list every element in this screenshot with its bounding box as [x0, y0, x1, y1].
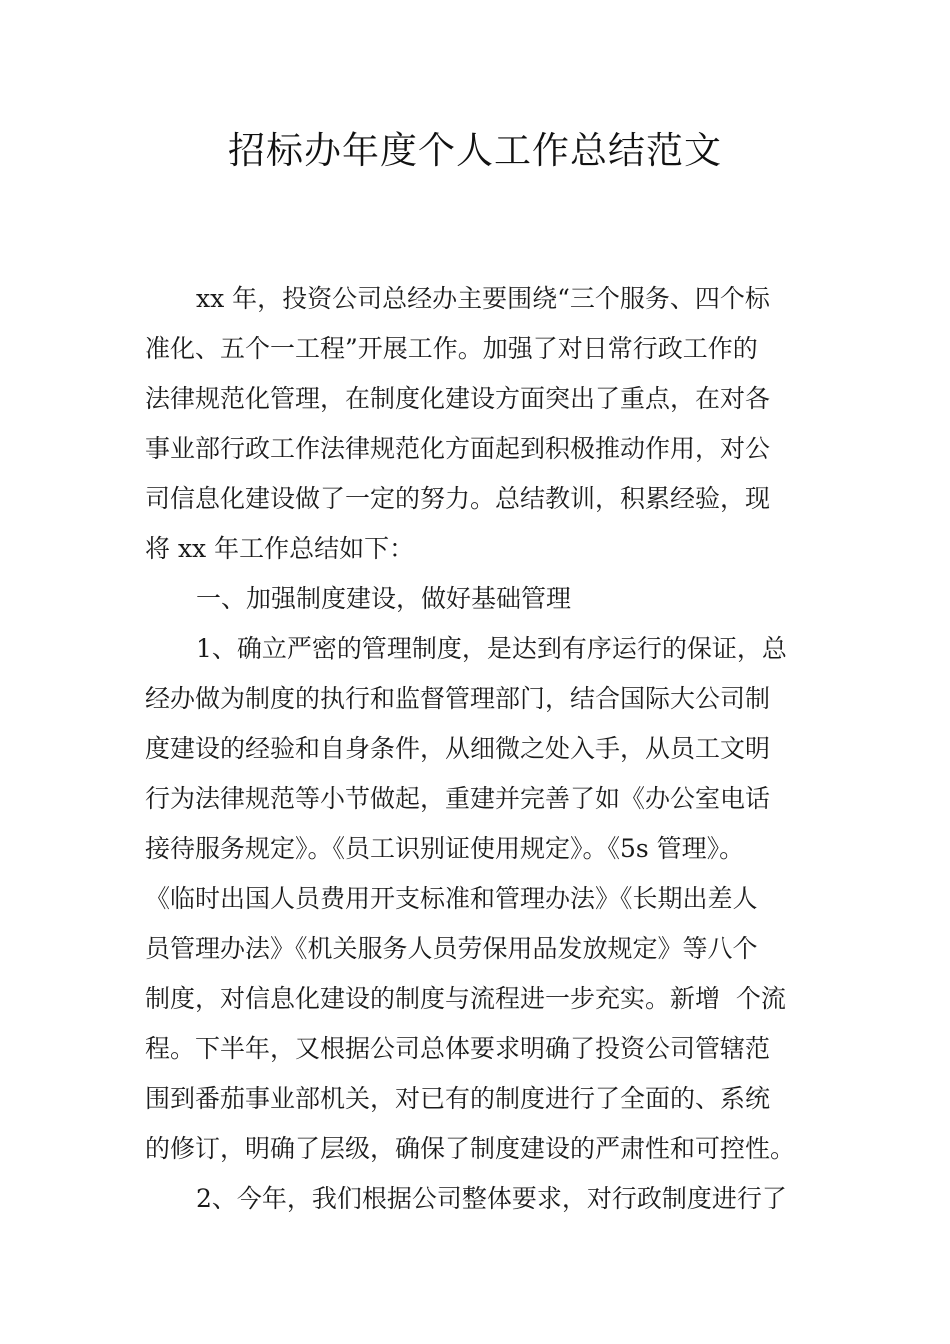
- line-text: 将 xx 年工作总结如下：: [145, 534, 415, 563]
- line-text: xx 年，投资公司总经办主要围绕“三个服务、四个标: [196, 284, 770, 313]
- line-text: 的修订，明确了层级，确保了制度建设的严肃性和可控性。: [145, 1134, 796, 1163]
- body-line: [0, 774, 950, 824]
- body-line: [0, 1124, 950, 1174]
- line-text: 准化、五个一工程”开展工作。加强了对日常行政工作的: [145, 334, 758, 363]
- body-line: [0, 974, 950, 1024]
- body-line: [0, 424, 950, 474]
- line-text: 程。下半年，又根据公司总体要求明确了投资公司管辖范: [145, 1034, 771, 1063]
- line-text: 司信息化建设做了一定的努力。总结教训，积累经验，现: [145, 484, 771, 513]
- document-title: 招标办年度个人工作总结范文: [228, 129, 722, 172]
- line-text: 法律规范化管理，在制度化建设方面突出了重点，在对各: [145, 384, 771, 413]
- section-heading: [0, 574, 950, 624]
- body-line: [0, 924, 950, 974]
- line-text: 事业部行政工作法律规范化方面起到积极推动作用，对公: [145, 434, 771, 463]
- line-text: 接待服务规定》。《员工识别证使用规定》。《5s 管理》。: [145, 834, 745, 863]
- body-line: [0, 624, 950, 674]
- line-text: 2、今年，我们根据公司整体要求，对行政制度进行了: [196, 1184, 787, 1213]
- line-text: 制度，对信息化建设的制度与流程进一步充实。新增 个流: [145, 984, 786, 1013]
- body-line: [0, 474, 950, 524]
- body-line: [0, 374, 950, 424]
- body-line: [0, 824, 950, 874]
- body-line: [0, 274, 950, 324]
- line-text: 《临时出国人员费用开支标准和管理办法》《长期出差人: [145, 884, 758, 913]
- body-line: [0, 874, 950, 924]
- line-text: 一、加强制度建设，做好基础管理: [196, 584, 572, 613]
- body-line: [0, 674, 950, 724]
- line-text: 员管理办法》《机关服务人员劳保用品发放规定》等八个: [145, 934, 758, 963]
- body-line: [0, 524, 950, 574]
- line-text: 1、确立严密的管理制度，是达到有序运行的保证，总: [196, 634, 787, 663]
- body-line: [0, 324, 950, 374]
- line-text: 度建设的经验和自身条件，从细微之处入手，从员工文明: [145, 734, 771, 763]
- line-text: 经办做为制度的执行和监督管理部门，结合国际大公司制: [145, 684, 771, 713]
- line-text: 围到番茄事业部机关，对已有的制度进行了全面的、系统: [145, 1084, 771, 1113]
- body-line: [0, 1074, 950, 1124]
- body-line: [0, 724, 950, 774]
- body-line: [0, 1174, 950, 1224]
- line-text: 行为法律规范等小节做起，重建并完善了如《办公室电话: [145, 784, 771, 813]
- body-line: [0, 1024, 950, 1074]
